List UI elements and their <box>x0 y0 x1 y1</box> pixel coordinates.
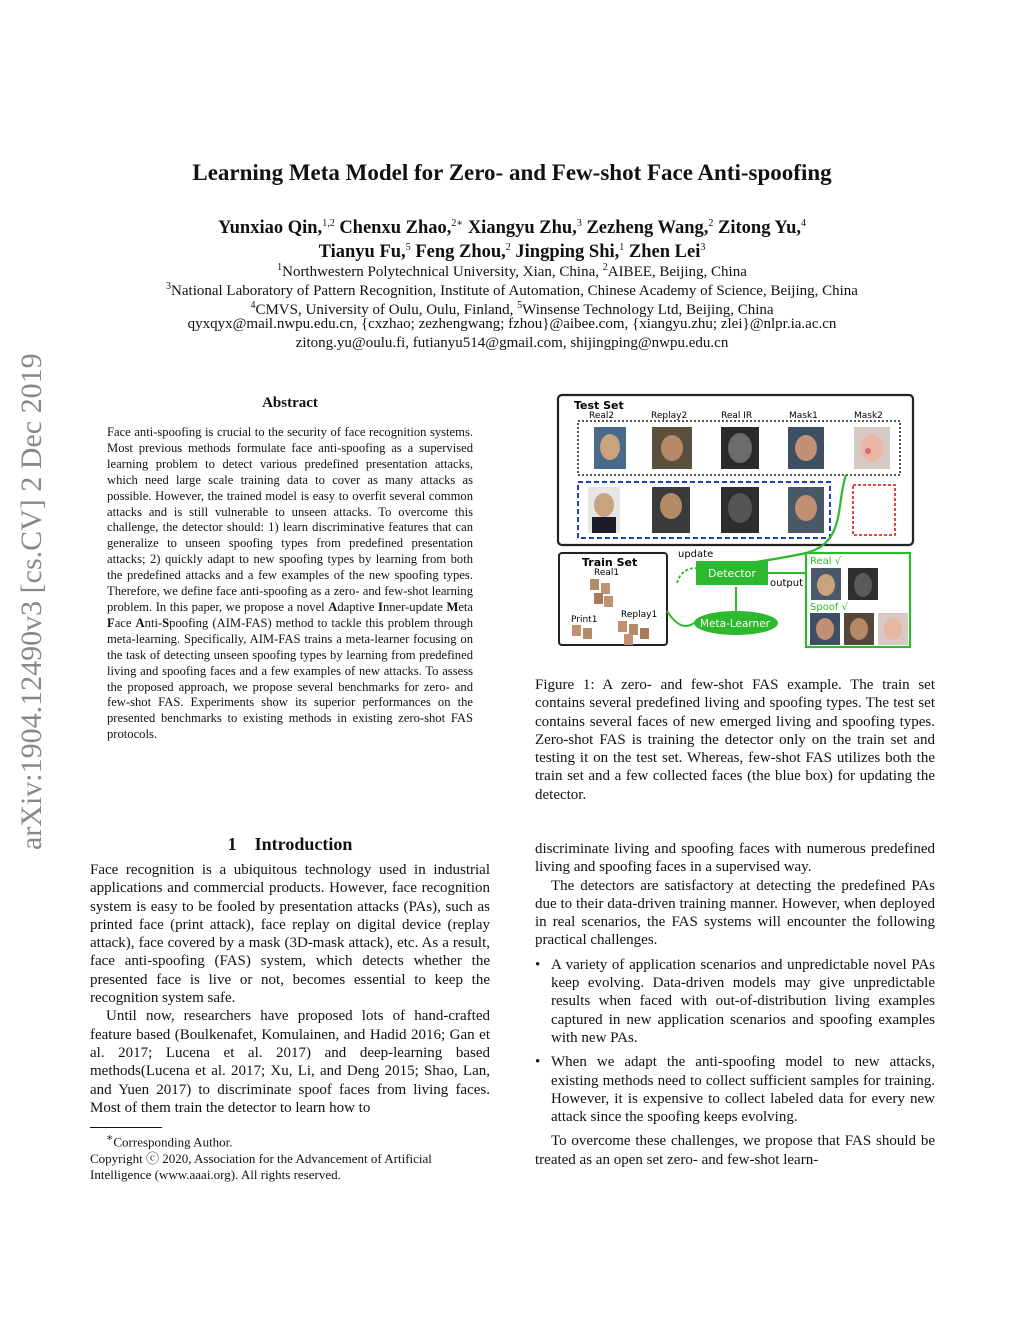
author: Xiangyu Zhu,$^3$ <box>467 218 582 239</box>
author: Feng Zhou,$^2$ <box>415 242 511 263</box>
update-label: update <box>678 549 714 560</box>
right-column-body <box>535 840 935 1169</box>
footnote-corresponding: ∗Corresponding Author. <box>106 1132 233 1150</box>
arxiv-sidebar-stamp: arXiv:1904.12490v3 [cs.CV] 2 Dec 2019 <box>15 353 48 850</box>
figure-1-diagram <box>556 393 916 653</box>
affiliation-line-2: $^3$National Laboratory of Pattern Recognition, Institute of Automation, Chinese Academy of Science, Beijing, China <box>166 281 858 299</box>
test-face-mask2 <box>854 427 890 469</box>
footnote <box>90 1130 490 1183</box>
col-label-realir: Real IR <box>721 411 753 421</box>
list-item: • A variety of application scenarios and unpredictable novel PAs keep evolving. Data-driven models may give unpredictable results when faced with out-of-distribution living examples captured in new application scenarios and spoofing examples with new PAs. <box>551 956 935 1047</box>
train-label-real1: Real1 <box>594 568 620 578</box>
train-faces-replay1 <box>618 621 649 645</box>
email-line-2: zitong.yu@oulu.fi, futianyu514@gmail.com, shijingping@nwpu.edu.cn <box>295 335 729 351</box>
author: Jingping Shi,$^1$ <box>515 242 625 263</box>
author: Zhen Lei$^3$ <box>628 242 706 263</box>
affiliation-line-1: $^1$Northwestern Polytechnical University, Xian, China, $^2$AIBEE, Beijing, China <box>277 262 747 280</box>
test-face-replay2 <box>652 427 692 469</box>
footnote-rule <box>90 1127 162 1128</box>
support-face-2 <box>652 487 690 533</box>
author: Chenxu Zhao,$^{2∗}$ <box>339 218 464 239</box>
col-label-replay2: Replay2 <box>651 411 688 421</box>
test-face-mask1 <box>788 427 824 469</box>
paragraph: Until now, researchers have proposed lots of hand-crafted feature based (Boulkenafet, Komulainen, and Hadid 2016; Gan et al. 2017; Lucena et al. 2017) and deep-learning based methods(Lucena et al. 2017; Xu, Li, and Deng 2015; Shao, Lan, and Yuen 2017) to discriminate spoof faces from living faces. Most of them train the detector to learn how to <box>90 1008 490 1116</box>
test-face-realir <box>721 427 759 469</box>
train-faces-print1 <box>572 625 592 639</box>
author: Tianyu Fu,$^5$ <box>318 242 411 263</box>
real-check-label: Real √ <box>810 556 842 567</box>
abstract-body: Face anti-spoofing is crucial to the security of face recognition systems. Most previous methods formulate face anti-spoofing as a supervised learning problem to detect various predefined presentation attacks, which need large scale training data to cover as many attacks as possible. However, the trained model is easy to overfit several common attacks and is still vulnerable to unseen attacks. To overcome this challenge, the detector should: 1) learn discriminative features that can generalize to unseen spoofing types from predefined presentation attacks; 2) quickly adapt to new spoofing types by learning from both the predefined attacks and a few examples of the new spoofing types. Therefore, we define face anti-spoofing as a zero- and few-shot learning problem. In this paper, we propose a novel Adaptive Inner-update Meta Face Anti-Spoofing (AIM-FAS) method to tackle this problem through meta-learning. Specifically, AIM-FAS trains a meta-learner focusing on the task of detecting unseen spoofing types by learning from predefined living and spoofing faces and a few examples of new attacks. To assess the proposed approach, we propose several benchmarks for zero- and few-shot FAS. Experiments show its superior performances on the presented benchmarks to existing methods in existing zero-shot FAS protocols. <box>107 425 474 742</box>
spoof-check-label: Spoof √ <box>810 602 849 613</box>
paragraph: discriminate living and spoofing faces with numerous predefined living and spoofing faces in a supervised way. <box>535 841 935 876</box>
abstract-heading: Abstract <box>262 395 318 411</box>
paragraph: The detectors are satisfactory at detecting the predefined PAs due to their data-driven training manner. However, when deployed in real scenarios, the FAS systems will encounter the following practical challenges. <box>535 877 935 949</box>
support-face-1 <box>588 487 620 533</box>
col-label-mask2: Mask2 <box>854 411 883 421</box>
challenge-list <box>535 956 935 1127</box>
paper-title: Learning Meta Model for Zero- and Few-shot Face Anti-spoofing <box>192 160 832 185</box>
train-to-meta-arrow <box>667 611 694 626</box>
paragraph: Face recognition is a ubiquitous technology used in industrial applications and commercial products. However, face recognition system is easy to be fooled by presentation attacks (PAs), such as printed face (print attack), face replay on digital device (replay attack), face covered by a mask (3D-mask attack), etc. As a result, face anti-spoofing (FAS) system, which detects whether the presented face is live or not, becomes essential to keep the recognition system safe. <box>90 862 490 1007</box>
support-face-4 <box>788 487 824 533</box>
detector-label: Detector <box>708 567 756 580</box>
author: Zezheng Wang,$^2$ <box>586 218 714 239</box>
author: Zitong Yu,$^4$ <box>718 218 806 239</box>
test-set-label: Test Set <box>574 399 624 412</box>
author: Yunxiao Qin,$^{1,2}$ <box>217 218 335 239</box>
output-spoof-faces <box>810 613 908 645</box>
output-label: output <box>770 578 803 589</box>
train-label-print1: Print1 <box>571 615 598 625</box>
output-real-faces <box>811 568 878 600</box>
list-item: • When we adapt the anti-spoofing model to new attacks, existing methods need to collect sufficient samples for training. However, it is expensive to collect labeled data for every new attack since the spoofing keeps evolving. <box>551 1053 935 1126</box>
test-face-real2 <box>594 427 626 469</box>
train-faces-real1 <box>590 579 613 607</box>
footnote-copyright: Copyright ⓒ 2020, Association for the Advancement of Artificial Intelligence (www.aaai.org). All rights reserved. <box>90 1150 432 1182</box>
col-label-mask1: Mask1 <box>789 411 818 421</box>
support-face-3 <box>721 487 759 533</box>
col-label-real2: Real2 <box>589 411 615 421</box>
train-set-label: Train Set <box>582 556 638 569</box>
email-line-1: qyxqyx@mail.nwpu.edu.cn, {cxzhao; zezhengwang; fzhou}@aibee.com, {xiangyu.zhu; zlei}@nlpr.ia.ac.cn <box>187 316 837 332</box>
red-dashed-box <box>853 485 895 535</box>
paragraph: To overcome these challenges, we propose that FAS should be treated as an open set zero- and few-shot learn- <box>535 1133 935 1168</box>
section-heading-introduction: 1 Introduction <box>227 834 353 854</box>
meta-learner-label: Meta-Learner <box>700 618 770 630</box>
affiliation-line-3: $^4$CMVS, University of Oulu, Oulu, Finland, $^5$Winsense Technology Ltd, Beijing, China <box>250 300 774 318</box>
left-column-body <box>90 861 490 1117</box>
figure-1-caption: Figure 1: A zero- and few-shot FAS example. The train set contains several predefined living and spoofing types. The test set contains several faces of new emerged living and spoofing types. Zero-shot FAS is training the detector only on the train set and testing it on the test set. Whereas, few-shot FAS utilizes both the train set and a few collected faces (the blue box) for updating the detector. <box>535 677 935 803</box>
train-label-replay1: Replay1 <box>621 610 658 620</box>
